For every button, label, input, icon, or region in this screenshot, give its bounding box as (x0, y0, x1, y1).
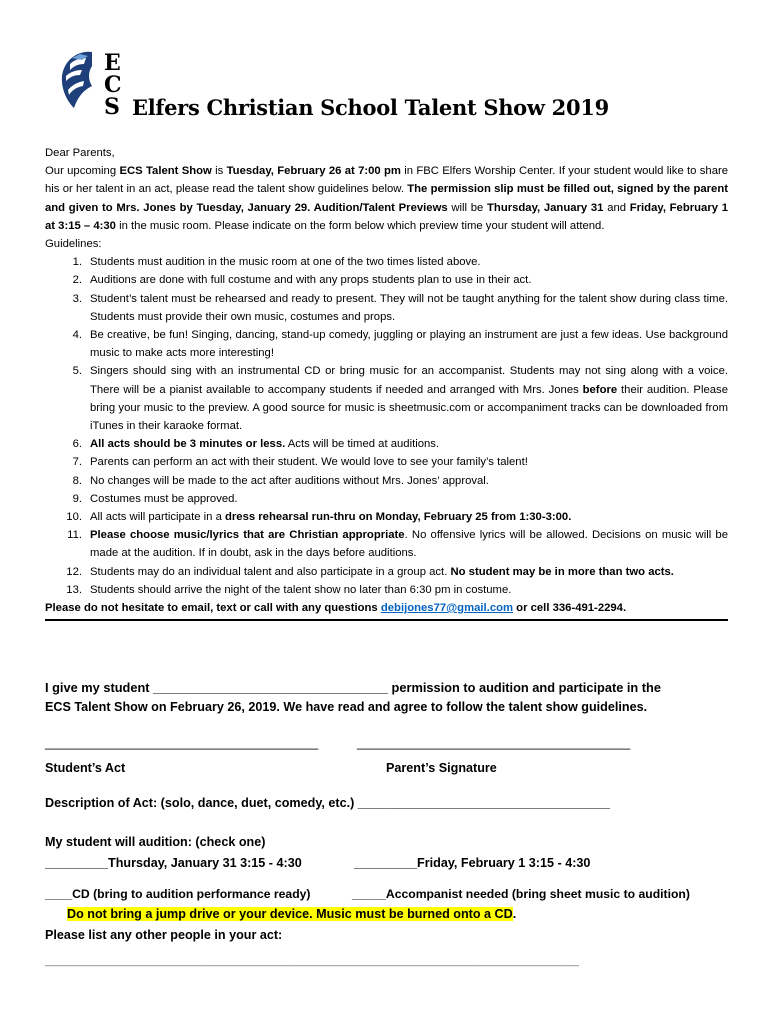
guideline-item (45, 362, 728, 435)
guideline-number: 10. (66, 511, 82, 524)
guideline-number: 1. (72, 256, 82, 269)
student-name-field[interactable]: _________________________________ (153, 680, 388, 695)
guideline-item (45, 271, 728, 289)
guideline-emphasis: All acts should be 3 minutes or less. (90, 438, 286, 451)
guideline-text: Singers should sing with an instrumental CD or bring music for an accompanist. Students may not sing along with a voice. There will be a pianist available to accompany students if needed and arranged with Mrs. Jones (90, 365, 728, 396)
guideline-number: 13. (66, 583, 82, 596)
parent-signature-field[interactable]: _______________________________________ (357, 736, 631, 750)
warning-period: . (512, 907, 517, 921)
accompanist-check-field[interactable]: _____ (352, 887, 386, 901)
guideline-text: Student’s talent must be rehearsed and ready to present. They will not be taught anything for the talent show during class time. Students must provide their own music, costumes and props. (90, 292, 728, 323)
intro-text: Our upcoming (45, 165, 120, 178)
intro-paragraph (45, 162, 728, 235)
permission-statement-line2: ECS Talent Show on February 26, 2019. We have read and agree to follow the talent show guidelines. (45, 700, 648, 714)
cd-check-field[interactable]: ____ (45, 887, 73, 901)
guideline-item (45, 453, 728, 471)
ecs-eagle-logo (58, 44, 128, 116)
guideline-text: Costumes must be approved. (90, 492, 238, 505)
guideline-text: All acts will participate in a (90, 511, 225, 524)
guideline-text: . No offensive lyrics will be allowed. Decisions on music will be made at the audition. If in doubt, ask in the days before auditions. (90, 529, 728, 560)
intro-text: will be (447, 201, 488, 214)
students-act-label: Student’s Act (45, 761, 126, 775)
guideline-item (45, 472, 728, 490)
guideline-number: 3. (72, 292, 82, 305)
friday-check-field[interactable]: _________ (354, 856, 418, 870)
contact-line (45, 599, 728, 617)
intro-preview-date-2: Friday, February 1 at 3:15 – 4:30 (45, 201, 728, 232)
description-label: Description of Act: (solo, dance, duet, comedy, etc.) (45, 796, 358, 810)
guideline-emphasis: No student may be in more than two acts. (450, 565, 674, 578)
guideline-item (45, 326, 728, 362)
cd-option[interactable] (45, 887, 310, 901)
guideline-number: 2. (72, 274, 82, 287)
guideline-number: 11. (67, 529, 82, 542)
intro-text: in the music room. Please indicate on the form below which preview time your student will attend. (115, 219, 605, 232)
intro-event: ECS Talent Show (119, 165, 212, 178)
cd-label: CD (bring to audition performance ready) (72, 887, 311, 901)
friday-option[interactable] (354, 856, 590, 870)
guideline-item (45, 435, 728, 453)
parent-signature-label: Parent’s Signature (386, 761, 497, 775)
guideline-number: 7. (72, 456, 82, 469)
students-act-field[interactable]: _______________________________________ (45, 736, 319, 750)
guideline-number: 5. (72, 365, 82, 378)
guideline-item (45, 526, 728, 562)
guideline-number: 9. (72, 492, 82, 505)
guideline-item (45, 253, 728, 271)
guideline-text: Students should arrive the night of the talent show no later than 6:30 pm in costume. (90, 583, 512, 596)
guideline-number: 6. (72, 438, 82, 451)
accompanist-label: Accompanist needed (bring sheet music to audition) (385, 887, 690, 901)
page-title: Elfers Christian School Talent Show 2019 (132, 95, 609, 120)
svg-text:C: C (104, 72, 122, 98)
audition-label: My student will audition: (check one) (45, 835, 266, 849)
guideline-number: 12. (66, 565, 82, 578)
intro-text: in FBC Elfers Worship Center. If your student would like to share his or her talent in an act, please read the talent show guidelines below. (45, 165, 729, 196)
guideline-emphasis: Please choose music/lyrics that are Christian appropriate (90, 529, 405, 542)
description-row (45, 796, 610, 810)
greeting: Dear Parents, (45, 147, 115, 159)
contact-text: Please do not hesitate to email, text or call with any questions (45, 602, 381, 615)
email-link[interactable]: debijones77@gmail.com (380, 602, 514, 615)
intro-text: is (211, 165, 227, 178)
guideline-emphasis: before (582, 383, 618, 396)
guideline-number: 4. (72, 329, 82, 342)
guideline-text: Students may do an individual talent and also participate in a group act. (90, 565, 451, 578)
guideline-text: their audition. Please bring your music to the preview. A good source for music is sheetmusic.com or accompaniment tracks can be downloaded from iTunes in their karaoke format. (90, 383, 728, 433)
divider (45, 619, 728, 621)
permission-text: permission to audition and participate in the (387, 680, 661, 695)
warning-note (67, 907, 516, 921)
letter-body (45, 144, 728, 621)
guidelines-label: Guidelines: (45, 238, 102, 251)
thursday-check-field[interactable]: _________ (45, 856, 109, 870)
guideline-text: No changes will be made to the act after auditions without Mrs. Jones’ approval. (90, 474, 489, 487)
intro-preview-date-1: Thursday, January 31 (487, 201, 604, 214)
guideline-item (45, 508, 728, 526)
friday-label: Friday, February 1 3:15 - 4:30 (417, 856, 591, 870)
guideline-text: Parents can perform an act with their student. We would love to see your family’s talent! (90, 456, 528, 469)
description-field[interactable]: ____________________________________ (357, 796, 610, 810)
guideline-item (45, 490, 728, 508)
thursday-label: Thursday, January 31 3:15 - 4:30 (108, 856, 302, 870)
svg-text:S: S (104, 94, 120, 116)
guideline-text: Students must audition in the music room at one of the two times listed above. (90, 256, 481, 269)
guideline-text: Acts will be timed at auditions. (285, 438, 440, 451)
others-label: Please list any other people in your act: (45, 928, 283, 942)
guideline-emphasis: dress rehearsal run-thru on Monday, February 25 from 1:30-3:00. (225, 511, 572, 524)
guideline-text: Be creative, be fun! Singing, dancing, stand-up comedy, juggling or playing an instrument are just a few ideas. Use background music to make acts more interesting! (90, 329, 728, 360)
guidelines-list (45, 253, 728, 599)
guideline-item (45, 581, 728, 599)
eagle-head-icon (62, 52, 92, 108)
intro-text: and (603, 201, 630, 214)
permission-statement-line1 (45, 680, 728, 695)
thursday-option[interactable] (45, 856, 302, 870)
permission-text: I give my student (45, 680, 154, 695)
guideline-item (45, 290, 728, 326)
intro-permission-note: The permission slip must be filled out, signed by the parent and given to Mrs. Jones by Tuesday, January 29. Audition/Talent Previews (45, 183, 728, 214)
contact-phone: or cell 336-491-2294. (513, 602, 627, 615)
accompanist-option[interactable] (352, 887, 690, 901)
guideline-text: Auditions are done with full costume and with any props students plan to use in their act. (90, 274, 532, 287)
svg-text:E: E (104, 50, 121, 76)
warning-highlight: Do not bring a jump drive or your device. Music must be burned onto a CD (67, 907, 513, 921)
intro-date: Tuesday, February 26 at 7:00 pm (226, 165, 401, 178)
guideline-item (45, 563, 728, 581)
guideline-number: 8. (72, 474, 82, 487)
others-field[interactable]: ________________________________________________________________________________________________ (45, 956, 579, 967)
